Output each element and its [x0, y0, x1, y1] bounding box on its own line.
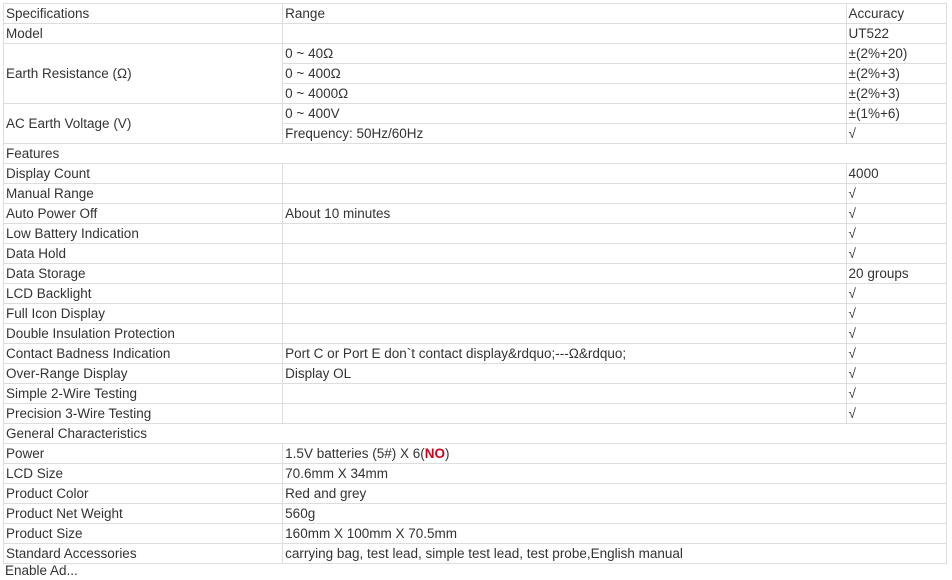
feature-row — [4, 304, 947, 324]
feature-name: Data Storage — [4, 264, 283, 284]
feature-row — [4, 344, 947, 364]
feature-name: Auto Power Off — [4, 204, 283, 224]
feature-range: Display OL — [283, 364, 846, 384]
feature-row — [4, 224, 947, 244]
ac-earth-voltage-label: AC Earth Voltage (V) — [4, 104, 283, 144]
feature-value: √ — [846, 284, 946, 304]
feature-name: Simple 2-Wire Testing — [4, 384, 283, 404]
feature-value: √ — [846, 184, 946, 204]
model-range-empty — [283, 24, 846, 44]
feature-value: √ — [846, 324, 946, 344]
general-value: 70.6mm X 34mm — [283, 464, 947, 484]
general-heading-row — [4, 424, 947, 444]
feature-name: Display Count — [4, 164, 283, 184]
features-heading-row — [4, 144, 947, 164]
feature-value: √ — [846, 384, 946, 404]
feature-range — [283, 164, 846, 184]
feature-value: √ — [846, 364, 946, 384]
header-specifications: Specifications — [4, 4, 283, 24]
feature-row — [4, 284, 947, 304]
feature-name: Precision 3-Wire Testing — [4, 404, 283, 424]
feature-value: √ — [846, 304, 946, 324]
header-range: Range — [283, 4, 846, 24]
power-value — [283, 444, 947, 464]
general-value: 160mm X 100mm X 70.5mm — [283, 524, 947, 544]
feature-name: Contact Badness Indication — [4, 344, 283, 364]
feature-value: 4000 — [846, 164, 946, 184]
feature-range: About 10 minutes — [283, 204, 846, 224]
general-row — [4, 484, 947, 504]
feature-row — [4, 384, 947, 404]
feature-range — [283, 304, 846, 324]
feature-name: Manual Range — [4, 184, 283, 204]
feature-name: Low Battery Indication — [4, 224, 283, 244]
feature-name: Double Insulation Protection — [4, 324, 283, 344]
feature-range — [283, 264, 846, 284]
power-value-prefix: 1.5V batteries (5#) X 6( — [285, 446, 425, 461]
general-name: Product Color — [4, 484, 283, 504]
general-name: Product Net Weight — [4, 504, 283, 524]
feature-value: √ — [846, 204, 946, 224]
earth-resistance-range: 0 ~ 4000Ω — [283, 84, 846, 104]
feature-name: Full Icon Display — [4, 304, 283, 324]
ac-earth-voltage-range: Frequency: 50Hz/60Hz — [283, 124, 846, 144]
feature-value: √ — [846, 404, 946, 424]
general-row — [4, 544, 947, 564]
ac-earth-voltage-range: 0 ~ 400V — [283, 104, 846, 124]
general-value: 560g — [283, 504, 947, 524]
feature-row — [4, 244, 947, 264]
general-value: carrying bag, test lead, simple test lead, test probe,English manual — [283, 544, 947, 564]
model-value: UT522 — [846, 24, 946, 44]
power-label: Power — [4, 444, 283, 464]
earth-resistance-accuracy: ±(2%+3) — [846, 64, 946, 84]
feature-value: √ — [846, 244, 946, 264]
feature-range — [283, 404, 846, 424]
general-name: Standard Accessories — [4, 544, 283, 564]
feature-row — [4, 364, 947, 384]
general-table-body — [4, 464, 947, 564]
feature-range — [283, 324, 846, 344]
feature-row — [4, 204, 947, 224]
feature-value: 20 groups — [846, 264, 946, 284]
specifications-table — [3, 3, 947, 564]
general-heading-body — [4, 424, 947, 464]
earth-resistance-label: Earth Resistance (Ω) — [4, 44, 283, 104]
feature-value: √ — [846, 224, 946, 244]
ac-earth-voltage-accuracy: √ — [846, 124, 946, 144]
feature-row — [4, 264, 947, 284]
earth-resistance-accuracy: ±(2%+20) — [846, 44, 946, 64]
trailing-text: Enable Ad... — [5, 563, 78, 578]
feature-name: Over-Range Display — [4, 364, 283, 384]
ac-earth-voltage-accuracy: ±(1%+6) — [846, 104, 946, 124]
feature-range — [283, 224, 846, 244]
feature-range — [283, 244, 846, 264]
general-value: Red and grey — [283, 484, 947, 504]
feature-range — [283, 184, 846, 204]
feature-range — [283, 284, 846, 304]
power-value-suffix: ) — [445, 446, 450, 461]
general-heading: General Characteristics — [4, 424, 947, 444]
general-row — [4, 524, 947, 544]
power-value-highlight: NO — [424, 446, 445, 461]
general-row — [4, 464, 947, 484]
model-label: Model — [4, 24, 283, 44]
earth-resistance-accuracy: ±(2%+3) — [846, 84, 946, 104]
earth-resistance-row — [4, 44, 947, 64]
earth-resistance-range: 0 ~ 40Ω — [283, 44, 846, 64]
header-accuracy: Accuracy — [846, 4, 946, 24]
table-header-row — [4, 4, 947, 24]
general-name: LCD Size — [4, 464, 283, 484]
feature-name: Data Hold — [4, 244, 283, 264]
feature-row — [4, 184, 947, 204]
features-table-body — [4, 164, 947, 424]
feature-range: Port C or Port E don`t contact display&rdquo;---Ω&rdquo; — [283, 344, 846, 364]
features-heading: Features — [4, 144, 947, 164]
specifications-table-body — [4, 4, 947, 164]
general-row — [4, 504, 947, 524]
model-row — [4, 24, 947, 44]
feature-row — [4, 324, 947, 344]
feature-range — [283, 384, 846, 404]
earth-resistance-range: 0 ~ 400Ω — [283, 64, 846, 84]
feature-row — [4, 164, 947, 184]
feature-value: √ — [846, 344, 946, 364]
feature-name: LCD Backlight — [4, 284, 283, 304]
ac-earth-voltage-row — [4, 104, 947, 124]
power-row — [4, 444, 947, 464]
general-name: Product Size — [4, 524, 283, 544]
feature-row — [4, 404, 947, 424]
